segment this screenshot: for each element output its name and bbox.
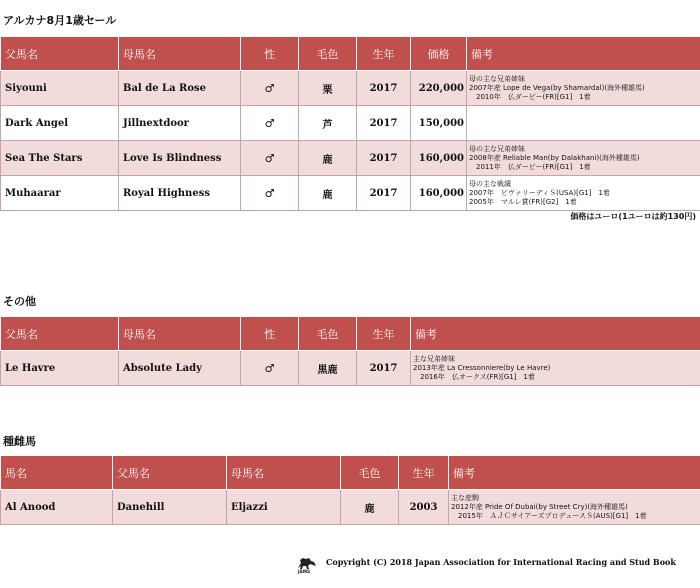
col-notes: 備考: [411, 317, 700, 351]
price-note: 価格はユーロ(1ユーロは約130円): [570, 212, 696, 221]
cell-notes: [449, 490, 700, 525]
cell-sire: Sea The Stars: [1, 141, 119, 176]
male-icon: ♂: [241, 141, 299, 176]
cell-dam: Eljazzi: [227, 490, 341, 525]
col-year: 生年: [399, 456, 449, 490]
cell-notes: [467, 176, 700, 211]
col-dam: 母馬名: [227, 456, 341, 490]
cell-price: 220,000: [411, 71, 467, 106]
sale-section-title: アルカナ8月1歳セール: [3, 14, 117, 27]
cell-notes: [467, 106, 700, 141]
jairs-logo-icon: [296, 555, 318, 575]
cell-color: 鹿: [341, 490, 399, 525]
male-icon: ♂: [241, 176, 299, 211]
note-line: 2008年産 Reliable Man(by Dalakhani)(海外種雄馬): [469, 153, 640, 162]
cell-color: 鹿: [299, 176, 357, 211]
table-row: [1, 71, 700, 106]
note-line: 2015年 ＡＪＣサイアーズプロデュースＳ(AUS)[G1] 1着: [451, 511, 647, 520]
mare-section-title: 種雌馬: [3, 435, 36, 448]
col-color: 毛色: [299, 317, 357, 351]
col-dam: 母馬名: [119, 37, 241, 71]
col-year: 生年: [357, 317, 411, 351]
cell-notes: [467, 71, 700, 106]
cell-sire: Siyouni: [1, 71, 119, 106]
other-table-header: [1, 317, 700, 351]
note-line: 2011年 仏ダービー(FR)[G1] 1着: [469, 162, 591, 171]
col-dam: 母馬名: [119, 317, 241, 351]
cell-year: 2017: [357, 176, 411, 211]
cell-sire: Le Havre: [1, 351, 119, 386]
col-name: 馬名: [1, 456, 113, 490]
cell-price: 160,000: [411, 141, 467, 176]
cell-sire: Danehill: [113, 490, 227, 525]
note-line: 2013年産 La Cressonniere(by Le Havre): [413, 363, 551, 372]
col-sex: 性: [241, 37, 299, 71]
cell-year: 2003: [399, 490, 449, 525]
male-icon: ♂: [241, 351, 299, 386]
table-row: [1, 141, 700, 176]
note-line: 2016年 仏オークス(FR)[G1] 1着: [413, 372, 535, 381]
col-notes: 備考: [449, 456, 700, 490]
note-line: 母の主な兄弟姉妹: [469, 74, 525, 83]
mare-table-header: [1, 456, 700, 490]
logo-text: JAIRS: [298, 569, 311, 574]
cell-sire: Dark Angel: [1, 106, 119, 141]
note-line: 2005年 マルレ賞(FR)[G2] 1着: [469, 197, 577, 206]
note-line: 2007年産 Lope de Vega(by Shamardal)(海外種雄馬): [469, 83, 645, 92]
male-icon: ♂: [241, 71, 299, 106]
cell-color: 栗: [299, 71, 357, 106]
other-section-title: その他: [3, 295, 36, 308]
note-line: 2010年 仏ダービー(FR)[G1] 1着: [469, 92, 591, 101]
col-sire: 父馬名: [1, 37, 119, 71]
col-color: 毛色: [341, 456, 399, 490]
cell-year: 2017: [357, 71, 411, 106]
cell-notes: [411, 351, 700, 386]
cell-price: 150,000: [411, 106, 467, 141]
note-line: 母の主な戦績: [469, 179, 511, 188]
note-line: 主な兄弟姉妹: [413, 354, 455, 363]
col-price: 価格: [411, 37, 467, 71]
cell-dam: Royal Highness: [119, 176, 241, 211]
cell-year: 2017: [357, 106, 411, 141]
cell-year: 2017: [357, 351, 411, 386]
cell-dam: Bal de La Rose: [119, 71, 241, 106]
footer: [296, 555, 696, 575]
table-row: [1, 176, 700, 211]
col-sire: 父馬名: [113, 456, 227, 490]
col-sex: 性: [241, 317, 299, 351]
cell-color: 芦: [299, 106, 357, 141]
col-sire: 父馬名: [1, 317, 119, 351]
table-row: [1, 106, 700, 141]
cell-price: 160,000: [411, 176, 467, 211]
cell-color: 黒鹿: [299, 351, 357, 386]
cell-dam: Jillnextdoor: [119, 106, 241, 141]
cell-name: Al Anood: [1, 490, 113, 525]
cell-notes: [467, 141, 700, 176]
note-line: 2012年産 Pride Of Dubai(by Street Cry)(海外種雄馬): [451, 502, 628, 511]
cell-sire: Muhaarar: [1, 176, 119, 211]
table-row: [1, 351, 700, 386]
other-table: [0, 316, 700, 386]
cell-dam: Love Is Blindness: [119, 141, 241, 176]
cell-color: 鹿: [299, 141, 357, 176]
sale-table-header: [1, 37, 700, 71]
male-icon: ♂: [241, 106, 299, 141]
col-notes: 備考: [467, 37, 700, 71]
mare-table: [0, 455, 700, 525]
note-line: 主な産駒: [451, 493, 479, 502]
cell-dam: Absolute Lady: [119, 351, 241, 386]
cell-year: 2017: [357, 141, 411, 176]
col-color: 毛色: [299, 37, 357, 71]
copyright-text: Copyright (C) 2018 Japan Association for International Racing and Stud Book: [326, 557, 676, 567]
sale-table: [0, 36, 700, 211]
table-row: [1, 490, 700, 525]
note-line: 2007年 ビヴァリーディＳ(USA)[G1] 1着: [469, 188, 610, 197]
col-year: 生年: [357, 37, 411, 71]
note-line: 母の主な兄弟姉妹: [469, 144, 525, 153]
